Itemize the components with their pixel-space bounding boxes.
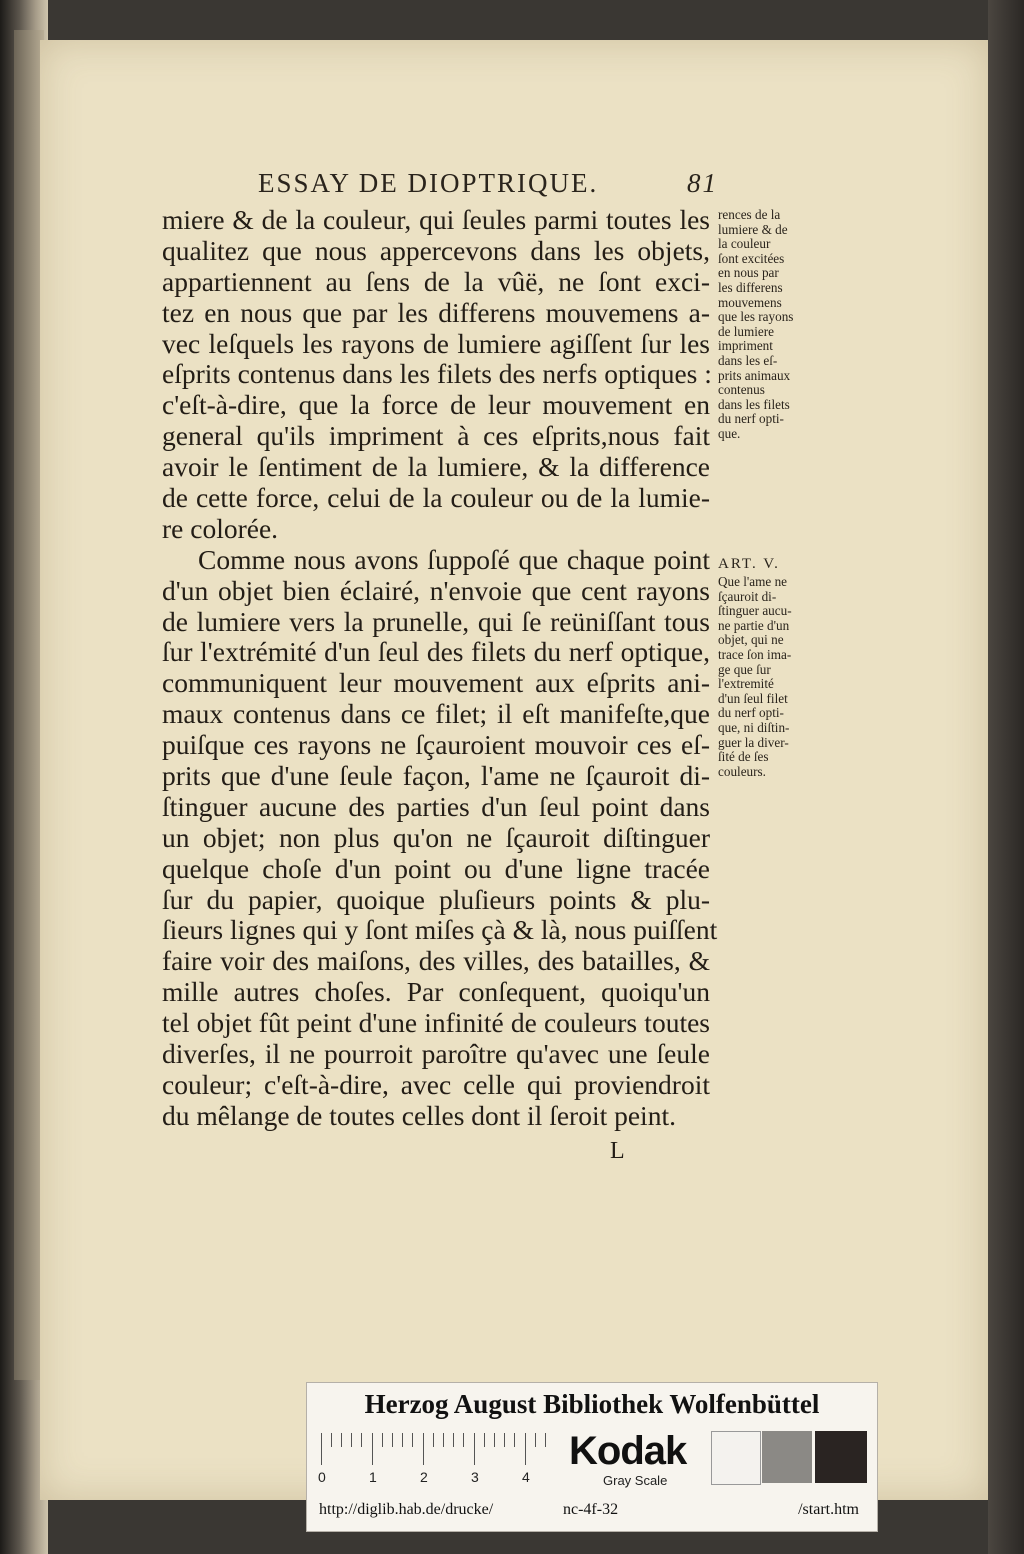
margin-line: en nous par xyxy=(718,265,779,281)
ruler-tick xyxy=(423,1433,424,1465)
margin-line: que les rayons xyxy=(718,309,794,325)
text-line: un objet; non plus qu'on ne ſçauroit diſtinguer xyxy=(162,821,710,853)
text-line: general qu'ils impriment à ces eſprits,nous fait xyxy=(162,420,710,452)
ruler-tick xyxy=(372,1433,373,1465)
text-line: appartiennent au ſens de la vûë, ne ſont exci- xyxy=(162,265,710,297)
ruler-tick xyxy=(402,1433,403,1447)
start-url: /start.htm xyxy=(798,1501,859,1518)
article-heading: ART. V. xyxy=(718,556,780,572)
kodak-logo: Kodak xyxy=(569,1429,687,1473)
ruler-tick xyxy=(474,1433,475,1465)
margin-line: couleurs. xyxy=(718,763,766,779)
ruler-scale xyxy=(318,1433,561,1485)
margin-line: du nerf opti- xyxy=(718,411,784,427)
margin-line: l'extremité xyxy=(718,676,774,692)
ruler-number: 4 xyxy=(522,1469,530,1485)
main-text xyxy=(162,204,718,1132)
margin-line: impriment xyxy=(718,338,773,354)
text-line: du mêlange de toutes celles dont il ſeroit peint. xyxy=(162,1099,676,1131)
ruler-tick xyxy=(412,1433,413,1447)
margin-line: ne partie d'un xyxy=(718,617,790,633)
margin-line: la couleur xyxy=(718,236,771,252)
text-line: communiquent leur mouvement aux eſprits ani- xyxy=(162,667,710,699)
margin-line: du nerf opti- xyxy=(718,705,784,721)
text-line: Comme nous avons ſuppoſé que chaque point xyxy=(198,543,710,575)
text-line: diverſes, il ne pourroit paroître qu'avec une ſeule xyxy=(162,1038,710,1070)
ruler-tick xyxy=(535,1433,536,1447)
text-line: ſieurs lignes qui y ſont miſes çà & là, nous puiſſent xyxy=(162,914,718,946)
margin-line: objet, qui ne xyxy=(718,632,784,648)
ruler-number: 2 xyxy=(420,1469,428,1485)
gray-scale-label: Gray Scale xyxy=(603,1473,668,1488)
text-line: tel objet fût peint d'une infinité de couleurs toutes xyxy=(162,1007,710,1039)
text-line: quelque choſe d'un point ou d'une ligne tracée xyxy=(162,852,710,884)
ruler-number: 1 xyxy=(369,1469,377,1485)
shelfmark-code: nc-4f-32 xyxy=(563,1501,619,1518)
gray-swatch xyxy=(762,1431,812,1483)
text-line: prits que d'une ſeule façon, l'ame ne ſçauroit di- xyxy=(162,760,710,792)
white-swatch xyxy=(711,1431,761,1485)
margin-line: ge que ſur xyxy=(718,661,771,677)
library-name: Herzog August Bibliothek Wolfenbüttel xyxy=(364,1389,820,1419)
black-swatch xyxy=(815,1431,867,1483)
margin-line: que, ni diſtin- xyxy=(718,719,790,735)
ruler-tick xyxy=(331,1433,332,1447)
margin-line: rences de la xyxy=(718,207,781,222)
text-line: mille autres choſes. Par conſequent, quoiqu'un xyxy=(162,976,710,1008)
margin-line: ſtinguer aucu- xyxy=(718,603,792,619)
ruler-tick xyxy=(453,1433,454,1447)
ruler-tick xyxy=(494,1433,495,1447)
signature-mark: L xyxy=(610,1138,625,1164)
margin-line: dans les eſ- xyxy=(718,352,778,368)
text-line: eſprits contenus dans les filets des nerfs optiques : xyxy=(162,358,712,390)
text-line: re colorée. xyxy=(162,512,279,544)
margin-line: guer la diver- xyxy=(718,734,789,750)
text-line: qualitez que nous appercevons dans les objets, xyxy=(162,234,710,266)
ruler-tick xyxy=(463,1433,464,1447)
margin-line: les differens xyxy=(718,279,783,295)
ruler-tick xyxy=(392,1433,393,1447)
margin-line: prits animaux xyxy=(718,367,791,383)
ruler-tick xyxy=(351,1433,352,1447)
margin-line: de lumiere xyxy=(718,323,775,339)
margin-note-2 xyxy=(718,553,826,779)
ruler-tick xyxy=(484,1433,485,1447)
margin-line: ſont excitées xyxy=(718,250,785,266)
source-url: http://diglib.hab.de/drucke/ xyxy=(319,1501,494,1518)
margin-line: ſité de ſes xyxy=(718,749,769,765)
text-line: couleur; c'eſt-à-dire, avec celle qui proviendroit xyxy=(162,1068,710,1100)
running-header xyxy=(258,168,718,208)
margin-line: mouvemens xyxy=(718,294,782,310)
ruler-tick xyxy=(504,1433,505,1447)
ruler-tick xyxy=(514,1433,515,1447)
color-calibration-chart xyxy=(306,1382,878,1532)
ruler-number: 3 xyxy=(471,1469,479,1485)
margin-line: trace ſon ima- xyxy=(718,646,792,662)
margin-note-1 xyxy=(718,208,826,442)
text-line: tez en nous que par les differens mouvemens a- xyxy=(162,296,710,328)
text-line: vec leſquels les rayons de lumiere agiſſent ſur les xyxy=(162,327,710,359)
text-line: de cette force, celui de la couleur ou de la lumie- xyxy=(162,482,710,514)
text-line: ſtinguer aucune des parties d'un ſeul point dans xyxy=(162,790,710,822)
ruler-tick xyxy=(433,1433,434,1447)
ruler-tick xyxy=(321,1433,322,1465)
page-number: 81 xyxy=(687,168,718,198)
header-title: ESSAY DE DIOPTRIQUE. xyxy=(258,168,599,198)
margin-line: contenus xyxy=(718,382,765,398)
ruler-tick xyxy=(382,1433,383,1447)
text-line: miere & de la couleur, qui ſeules parmi toutes les xyxy=(162,204,710,235)
text-line: c'eſt-à-dire, que la force de leur mouvement en xyxy=(162,389,710,421)
margin-line: dans les filets xyxy=(718,396,790,412)
margin-line: que. xyxy=(718,425,741,441)
text-line: maux contenus dans ce filet; il eſt manifeſte,que xyxy=(162,698,710,730)
ruler-tick xyxy=(361,1433,362,1447)
ruler-tick xyxy=(545,1433,546,1447)
text-line: de lumiere vers la prunelle, qui ſe reüniſſant tous xyxy=(162,605,710,637)
text-line: faire voir des maiſons, des villes, des batailles, & xyxy=(162,945,710,977)
margin-line: lumiere & de xyxy=(718,221,788,237)
text-line: ſur l'extrémité d'un ſeul des filets du nerf optique, xyxy=(162,636,710,668)
text-line: puiſque ces rayons ne ſçauroient mouvoir ces eſ- xyxy=(162,729,710,761)
text-line: ſur du papier, quoique pluſieurs points & plu- xyxy=(162,883,710,915)
margin-line: ſçauroit di- xyxy=(718,588,777,604)
margin-line: Que l'ame ne xyxy=(718,574,788,589)
ruler-tick xyxy=(525,1433,526,1465)
text-line: d'un objet bien éclairé, n'envoie que cent rayons xyxy=(162,574,710,606)
margin-line: d'un ſeul filet xyxy=(718,690,788,706)
text-line: avoir le ſentiment de la lumiere, & la difference xyxy=(162,451,710,483)
page-shadow xyxy=(988,0,1024,1554)
ruler-number: 0 xyxy=(318,1469,326,1485)
ruler-tick xyxy=(341,1433,342,1447)
ruler-tick xyxy=(443,1433,444,1447)
